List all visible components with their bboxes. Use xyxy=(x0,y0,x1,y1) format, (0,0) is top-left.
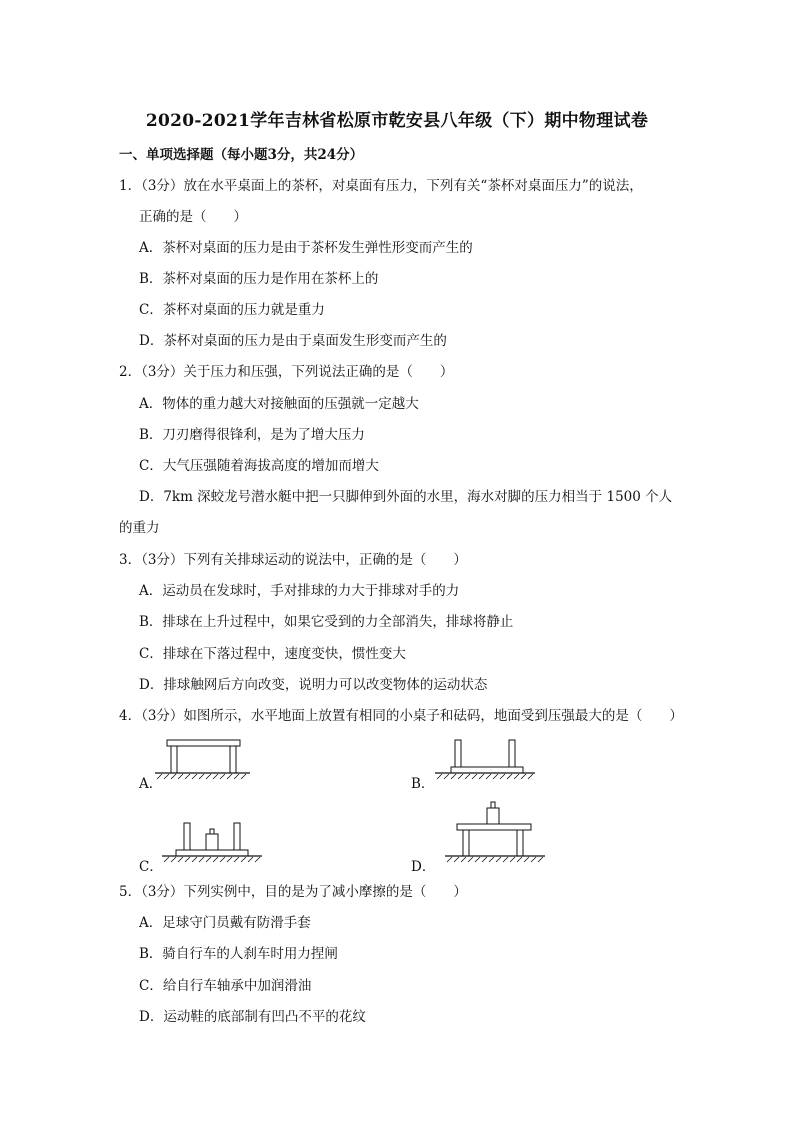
question-5-option-a: A．足球守门员戴有防滑手套 xyxy=(139,915,311,931)
question-2-option-d: D．7km 深蛟龙号潜水艇中把一只脚伸到外面的水里，海水对脚的压力相当于 1500 个人 xyxy=(139,489,673,505)
question-3-option-c: C．排球在下落过程中，速度变快，惯性变大 xyxy=(139,646,406,662)
question-1-stem-line1: 1．（3分）放在水平桌面上的茶杯，对桌面有压力，下列有关“茶杯对桌面压力”的说法， xyxy=(119,178,643,194)
question-3-option-a: A．运动员在发球时，手对排球的力大于排球对手的力 xyxy=(139,583,460,599)
question-5-option-c: C．给自行车轴承中加润滑油 xyxy=(139,978,312,994)
question-4-label-c: C． xyxy=(139,859,163,875)
question-3-option-d: D．排球触网后方向改变，说明力可以改变物体的运动状态 xyxy=(139,677,488,693)
question-2-option-b: B．刀刃磨得很锋利，是为了增大压力 xyxy=(139,427,365,443)
figure-d-table-upright-with-weight xyxy=(445,798,545,863)
question-3-stem: 3．（3分）下列有关排球运动的说法中，正确的是（ ） xyxy=(119,552,467,568)
question-2-option-d-continuation: 的重力 xyxy=(119,520,160,536)
question-2-stem: 2．（3分）关于压力和压强，下列说法正确的是（ ） xyxy=(119,364,454,380)
question-1-stem-line2: 正确的是（ ） xyxy=(139,209,247,225)
figure-b-table-inverted xyxy=(435,735,535,780)
figure-c-table-inverted-with-weight xyxy=(162,818,262,863)
question-5-option-d: D．运动鞋的底部制有凹凸不平的花纹 xyxy=(139,1009,366,1025)
question-1-option-b: B．茶杯对桌面的压力是作用在茶杯上的 xyxy=(139,271,379,287)
section-heading: 一、单项选择题（每小题3分，共24分） xyxy=(119,147,364,163)
question-4-label-b: B． xyxy=(411,776,435,792)
question-4-label-d: D． xyxy=(411,859,436,875)
question-1-option-a: A．茶杯对桌面的压力是由于茶杯发生弹性形变而产生的 xyxy=(139,240,473,256)
question-1-option-c: C．茶杯对桌面的压力就是重力 xyxy=(139,302,325,318)
question-5-stem: 5．（3分）下列实例中，目的是为了减小摩擦的是（ ） xyxy=(119,884,467,900)
question-2-option-c: C．大气压强随着海拔高度的增加而增大 xyxy=(139,458,379,474)
question-1-option-d: D．茶杯对桌面的压力是由于桌面发生形变而产生的 xyxy=(139,333,447,349)
figure-a-table-upright xyxy=(155,735,250,780)
page-title: 2020-2021学年吉林省松原市乾安县八年级（下）期中物理试卷 xyxy=(145,111,649,131)
question-3-option-b: B．排球在上升过程中，如果它受到的力全部消失，排球将静止 xyxy=(139,614,514,630)
question-4-label-a: A． xyxy=(139,776,163,792)
question-2-option-a: A．物体的重力越大对接触面的压强就一定越大 xyxy=(139,396,419,412)
question-4-stem: 4．（3分）如图所示，水平地面上放置有相同的小桌子和砝码，地面受到压强最大的是（ ） xyxy=(119,708,683,724)
question-5-option-b: B．骑自行车的人刹车时用力捏闸 xyxy=(139,946,338,962)
